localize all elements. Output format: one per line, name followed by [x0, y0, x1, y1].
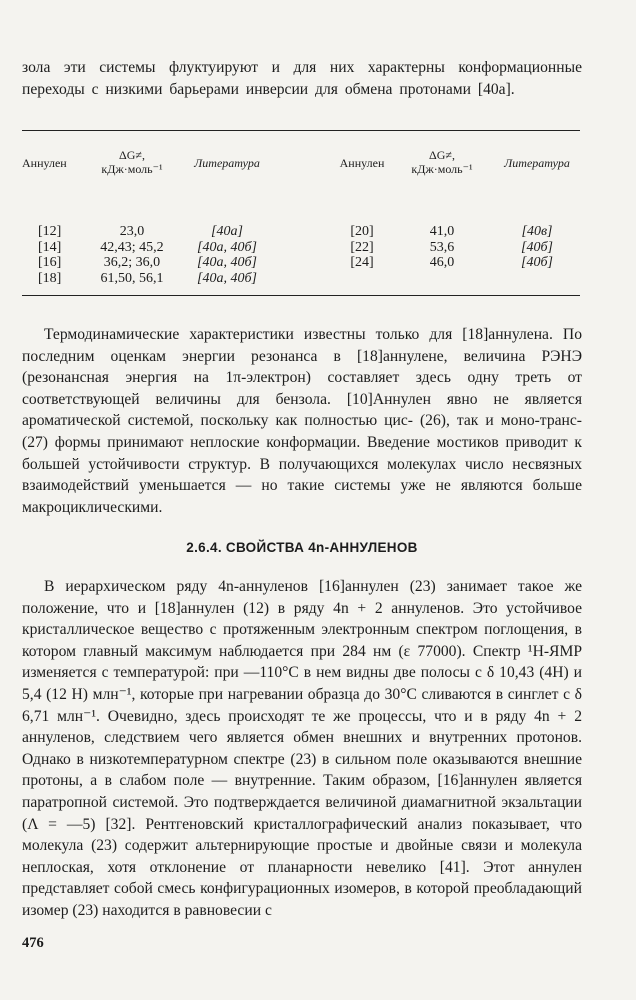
table-header-row [22, 148, 582, 176]
cell-dg: 42,43; 45,2 [100, 239, 164, 255]
cell-dg: 23,0 [119, 224, 145, 239]
cell-lit: [40а, 40б] [197, 239, 257, 255]
cell-lit: [40б] [521, 255, 553, 270]
table-bottom-rule [22, 295, 580, 296]
cell-annulen: [12] [38, 224, 62, 239]
cell-annulen: [20] [350, 224, 374, 239]
cell-dg: 41,0 [429, 224, 455, 239]
table-row [22, 255, 582, 271]
cell-lit: [40а, 40б] [197, 255, 257, 270]
table-row [22, 224, 582, 240]
header-annulen-left: Аннулен [22, 156, 67, 170]
cell-lit: [40б] [521, 239, 553, 255]
page-number: 476 [22, 935, 44, 951]
cell-annulen: [22] [350, 239, 374, 255]
cell-dg: 36,2; 36,0 [103, 255, 161, 270]
header-lit-left: Литература [194, 156, 260, 170]
cell-gap [272, 224, 332, 240]
cell-dg: 53,6 [429, 239, 455, 255]
cell-lit: [40а, 40б] [197, 270, 257, 286]
header-dg-left [82, 148, 182, 176]
section-heading: 2.6.4. СВОЙСТВА 4n-АННУЛЕНОВ [186, 540, 418, 555]
header-dg-right-line1: ΔG≠, [429, 148, 455, 162]
cell-annulen [332, 271, 392, 287]
intro-paragraph: зола эти системы флуктуируют и для них характерны конформационные переходы с низкими барьерами инверсии для обмена протонами [40а]. [22, 59, 582, 98]
header-dg-left-line2: кДж·моль⁻¹ [101, 162, 163, 176]
header-annulen-right: Аннулен [339, 156, 385, 170]
cell-annulen: [18] [38, 270, 62, 286]
cell-gap [272, 271, 332, 287]
header-dg-right-line2: кДж·моль⁻¹ [411, 162, 473, 176]
table-spacer-row [22, 176, 582, 224]
cell-annulen: [24] [350, 255, 374, 270]
cell-lit: [40а] [211, 224, 243, 239]
annulen-table [22, 148, 582, 286]
header-dg-right [392, 148, 492, 176]
annulenes-paragraph: В иерархическом ряду 4n-аннуленов [16]аннулен (23) занимает такое же положение, что и [18]аннулен (12) в ряду 4n + 2 аннуленов. Это устойчивое кристаллическое вещество с протяженным электронным спектром поглощения, в котором главный максимум наблюдается при 284 нм (ε 77000). Спектр ¹Н-ЯМР изменяется с температурой: при —110°С в нем видны две полосы с δ 10,43 (4Н) и 5,4 (12 Н) млн⁻¹, которые при нагревании образца до 30°С сливаются в синглет с δ 6,71 млн⁻¹. Очевидно, здесь происходят те же процессы, что и в ряду 4n + 2 аннуленов, следствием чего является обмен внешних и внутренних протонов. Однако в низкотемпературном спектре (23) в сильном поле оказываются внешние протоны, а в слабом поле — внутренние. Таким образом, [16]аннулен является паратропной системой. Это подтверждается величиной диамагнитной экзальтации (Λ = —5) [32]. Рентгеновский кристаллографический анализ показывает, что молекула (23) содержит альтернирующие простые и двойные связи и молекула неплоская, хотя отклонение от планарности невелико [41]. Этот аннулен представляет собой смесь конфигурационных изомеров, в которой преобладающий изомер (23) находится в равновесии с [22, 578, 582, 919]
cell-gap [272, 240, 332, 256]
cell-annulen: [16] [38, 255, 62, 270]
cell-dg: 61,50, 56,1 [100, 270, 164, 286]
table-row [22, 271, 582, 287]
cell-lit: [40в] [521, 224, 553, 239]
thermodynamics-paragraph: Термодинамические характеристики известны только для [18]аннулена. По последним оценкам энергии резонанса в [18]аннулене, величина РЭНЭ (резонансная энергия на 1π-электрон) составляет здесь одну треть от соответствующей величины для бензола. [10]Аннулен явно не является ароматической системой, поскольку как полностью цис- (26), так и моно-транс- (27) формы принимают неплоские конформации. Введение мостиков приводит к большей устойчивости структур. В получающихся молекулах число несвязных взаимодействий уменьшается — но такие системы уже не являются больше макроциклическими. [22, 326, 582, 516]
cell-gap [272, 255, 332, 271]
cell-dg [392, 271, 492, 287]
header-spacer [272, 148, 332, 176]
header-lit-right: Литература [504, 156, 570, 170]
table-top-rule [22, 130, 580, 131]
table-row [22, 240, 582, 256]
cell-lit [492, 271, 582, 287]
cell-annulen: [14] [38, 239, 62, 255]
header-dg-left-line1: ΔG≠, [119, 148, 145, 162]
cell-dg: 46,0 [429, 255, 455, 270]
